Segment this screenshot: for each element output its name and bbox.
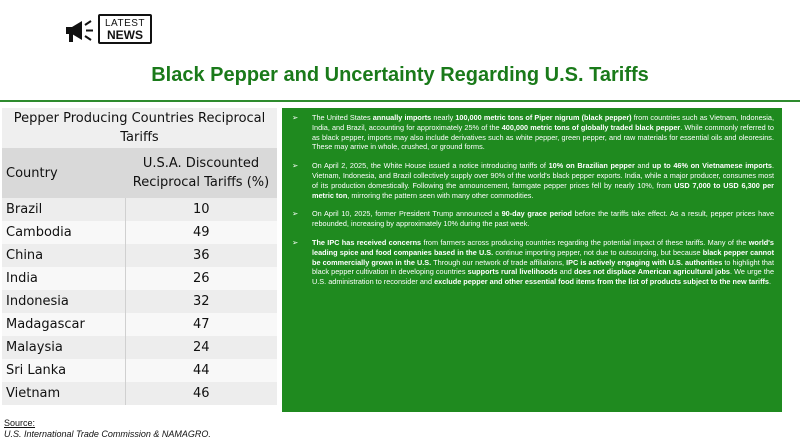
bullet-text: continue importing pepper, not due to outsourcing, but because — [493, 247, 703, 257]
bullet-text: , mirroring the pattern seen with many other commodities. — [347, 190, 534, 200]
table-row — [2, 244, 277, 267]
logo-line-news: NEWS — [107, 28, 143, 42]
country-cell: Sri Lanka — [2, 359, 125, 382]
table-row — [2, 336, 277, 359]
tariff-cell: 26 — [125, 267, 277, 290]
country-cell: Malaysia — [2, 336, 125, 359]
bullet-text: and — [557, 267, 574, 277]
news-bullet — [292, 238, 774, 287]
bullet-emphasis: does not displace American agricultural jobs — [573, 267, 730, 277]
bullet-text: before the tariffs take effect. As a result, pepper prices have rebounded, increasing by approximately 10% during the past week. — [312, 209, 774, 229]
tariff-cell: 44 — [125, 359, 277, 382]
tariff-table-body — [2, 198, 277, 405]
table-row — [2, 198, 277, 221]
country-cell: Cambodia — [2, 221, 125, 244]
tariff-cell: 24 — [125, 336, 277, 359]
latest-news-badge — [98, 14, 152, 44]
arrow-bullet-icon: ➢ — [292, 209, 299, 219]
tariff-table — [2, 108, 277, 405]
bullet-emphasis: IPC is actively engaging with U.S. authorities — [566, 257, 723, 267]
arrow-bullet-icon: ➢ — [292, 237, 299, 247]
bullet-text: nearly — [431, 113, 456, 122]
tariff-cell: 49 — [125, 221, 277, 244]
source-heading: Source: — [4, 418, 36, 428]
news-bullet — [292, 161, 774, 200]
bullet-emphasis: The IPC has received concerns — [312, 237, 422, 247]
bullet-text: . Vietnam, Indonesia, and Brazil collectively supply over 90% of the world's black pepper exports. India, while a major producer, consumes most of its production domestically. Following the announcement, farmgate pepper prices fell by nearly 10%, from — [312, 161, 775, 190]
country-cell: India — [2, 267, 125, 290]
column-header-tariff: U.S.A. Discounted Reciprocal Tariffs (%) — [125, 148, 277, 198]
tariff-cell: 10 — [125, 198, 277, 221]
tariff-cell: 32 — [125, 290, 277, 313]
country-cell: China — [2, 244, 125, 267]
country-cell: Vietnam — [2, 382, 125, 405]
table-row — [2, 267, 277, 290]
logo-line-latest: LATEST — [104, 18, 146, 29]
bullet-emphasis: annually imports — [372, 113, 432, 122]
news-panel — [282, 108, 782, 412]
bullet-text: from countries such as Vietnam, Indonesia, India, and Brazil, accounting for approximately 25% of the — [312, 113, 774, 132]
table-row — [2, 290, 277, 313]
bullet-emphasis: up to 46% on Vietnamese imports — [652, 161, 772, 171]
bullet-text: . — [769, 277, 772, 287]
table-row — [2, 221, 277, 244]
bullet-emphasis: black pepper cannot be commercially grown in the U.S. — [312, 247, 774, 267]
bullet-emphasis: 10% on Brazilian pepper — [548, 161, 635, 171]
country-cell: Madagascar — [2, 313, 125, 336]
page-title: Black Pepper and Uncertainty Regarding U.S. Tariffs — [151, 64, 649, 86]
bullet-emphasis: world's leading spice and food companies based in the U.S. — [312, 237, 774, 257]
table-row — [2, 313, 277, 336]
news-bullet — [292, 113, 774, 152]
country-cell: Brazil — [2, 198, 125, 221]
tariff-table-title: Pepper Producing Countries Reciprocal Tariffs — [2, 108, 277, 148]
bullet-text: The United States — [312, 113, 373, 122]
tariff-cell: 36 — [125, 244, 277, 267]
table-row — [2, 359, 277, 382]
column-header-country: Country — [2, 148, 125, 198]
bullet-text: On April 10, 2025, former President Trump announced a — [312, 209, 502, 219]
latest-news-logo — [62, 14, 157, 46]
bullet-text: . We urge the U.S. administration to reconsider and — [312, 267, 775, 287]
bullet-emphasis: 100,000 metric tons of Piper nigrum (black pepper) — [455, 113, 632, 122]
bullet-text: Through our network of trade affiliations, — [431, 257, 567, 267]
source-note — [4, 418, 211, 440]
megaphone-icon — [62, 16, 96, 46]
bullet-text: . While commonly referred to as black pepper, imports may also include derivatives such as white pepper, green pepper, and raw materials for essential oils and oleoresins. These may arrive in whole, crushed, or ground forms. — [312, 122, 774, 152]
tariff-cell: 47 — [125, 313, 277, 336]
bullet-text: and — [634, 161, 653, 171]
bullet-emphasis: 90-day grace period — [501, 209, 572, 219]
country-cell: Indonesia — [2, 290, 125, 313]
arrow-bullet-icon: ➢ — [292, 161, 299, 171]
news-bullet — [292, 209, 774, 229]
bullet-emphasis: supports rural livelihoods — [467, 267, 558, 277]
bullet-emphasis: 400,000 metric tons of globally traded black pepper — [501, 122, 681, 132]
table-row — [2, 382, 277, 405]
bullet-text: On April 2, 2025, the White House issued a notice introducing tariffs of — [312, 161, 549, 171]
arrow-bullet-icon: ➢ — [292, 113, 299, 122]
bullet-emphasis: exclude pepper and other essential food items from the list of products subject to the new tariffs — [434, 277, 769, 287]
bullet-text: from farmers across producing countries regarding the potential impact of these tariffs. Many of the — [421, 237, 749, 247]
bullet-text: to highlight that black pepper cultivation in developing countries — [312, 257, 775, 277]
bullet-emphasis: USD 7,000 to USD 6,300 per metric ton — [312, 180, 774, 200]
source-text: U.S. International Trade Commission & NAMAGRO. — [4, 429, 211, 439]
title-divider — [0, 100, 800, 102]
tariff-cell: 46 — [125, 382, 277, 405]
